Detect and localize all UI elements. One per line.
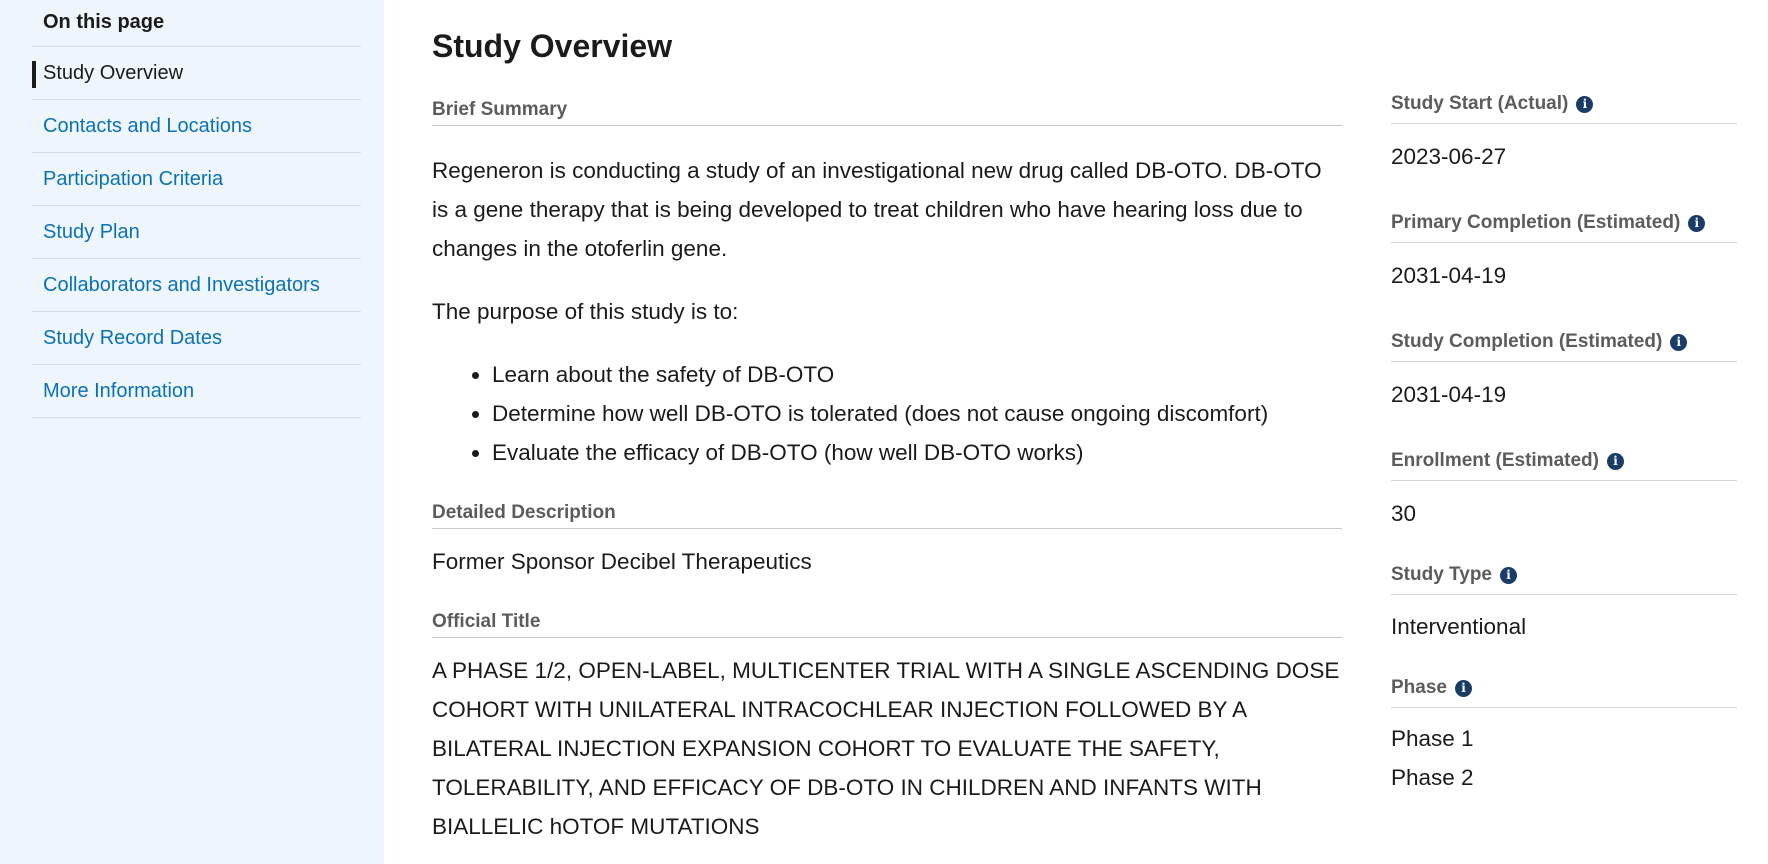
page-title: Study Overview: [432, 28, 673, 64]
enrollment-label-text: Enrollment (Estimated): [1391, 450, 1599, 471]
official-title-label: Official Title: [432, 611, 1342, 638]
toc-heading: On this page: [32, 0, 361, 47]
study-type-label-text: Study Type: [1391, 564, 1492, 585]
info-icon[interactable]: i: [1576, 96, 1593, 113]
study-completion-label-text: Study Completion (Estimated): [1391, 331, 1663, 352]
detailed-description-label: Detailed Description: [432, 502, 1342, 529]
on-this-page-nav: [32, 0, 361, 418]
study-start-value: 2023-06-27: [1391, 144, 1507, 169]
brief-summary-label: Brief Summary: [432, 99, 1342, 126]
study-type-value: Interventional: [1391, 614, 1527, 639]
toc-item-study-record-dates[interactable]: Study Record Dates: [32, 312, 361, 365]
info-icon[interactable]: i: [1670, 334, 1687, 351]
info-icon[interactable]: i: [1607, 453, 1624, 470]
phase-label-text: Phase: [1391, 677, 1447, 698]
toc-item-study-overview[interactable]: Study Overview: [32, 47, 361, 100]
study-completion-value: 2031-04-19: [1391, 382, 1507, 407]
detailed-description-text: Former Sponsor Decibel Therapeutics: [432, 549, 812, 574]
study-completion-label: [1391, 331, 1737, 362]
list-item: • Learn about the safety of DB-OTO: [492, 355, 1402, 394]
study-start-label-text: Study Start (Actual): [1391, 93, 1569, 114]
info-icon[interactable]: i: [1500, 567, 1517, 584]
primary-completion-label-text: Primary Completion (Estimated): [1391, 212, 1681, 233]
primary-completion-label: [1391, 212, 1737, 243]
purpose-list: [432, 355, 1402, 472]
toc-item-study-plan[interactable]: Study Plan: [32, 206, 361, 259]
toc-item-more-information[interactable]: More Information: [32, 365, 361, 418]
official-title-text: A PHASE 1/2, OPEN-LABEL, MULTICENTER TRIAL WITH A SINGLE ASCENDING DOSE COHORT WITH UNILATERAL INTRACOCHLEAR INJECTION FOLLOWED BY A BILATERAL INJECTION EXPANSION COHORT TO EVALUATE THE SAFETY, TOLERABILITY, AND EFFICACY OF DB-OTO IN CHILDREN AND INFANTS WITH BIALLELIC hOTOF MUTATIONS: [432, 658, 1340, 839]
list-item: • Evaluate the efficacy of DB-OTO (how well DB-OTO works): [492, 433, 1402, 472]
brief-summary-text: Regeneron is conducting a study of an investigational new drug called DB-OTO. DB-OTO is a gene therapy that is being developed to treat children who have hearing loss due to changes in the otoferlin gene.: [432, 158, 1322, 261]
purpose-intro: The purpose of this study is to:: [432, 299, 739, 324]
info-icon[interactable]: i: [1455, 680, 1472, 697]
toc-item-collaborators-and-investigators[interactable]: Collaborators and Investigators: [32, 259, 361, 312]
study-type-label: [1391, 564, 1737, 595]
info-icon[interactable]: i: [1688, 215, 1705, 232]
primary-completion-value: 2031-04-19: [1391, 263, 1507, 288]
list-item: • Determine how well DB-OTO is tolerated (does not cause ongoing discomfort): [492, 394, 1402, 433]
toc-item-participation-criteria[interactable]: Participation Criteria: [32, 153, 361, 206]
sidebar: [0, 0, 384, 864]
study-start-label: [1391, 93, 1737, 124]
enrollment-label: [1391, 450, 1737, 481]
toc-item-contacts-and-locations[interactable]: Contacts and Locations: [32, 100, 361, 153]
phase-label: [1391, 677, 1737, 708]
enrollment-value: 30: [1391, 501, 1417, 526]
phase-value-2: Phase 2: [1391, 765, 1474, 790]
phase-value-1: Phase 1: [1391, 726, 1474, 751]
